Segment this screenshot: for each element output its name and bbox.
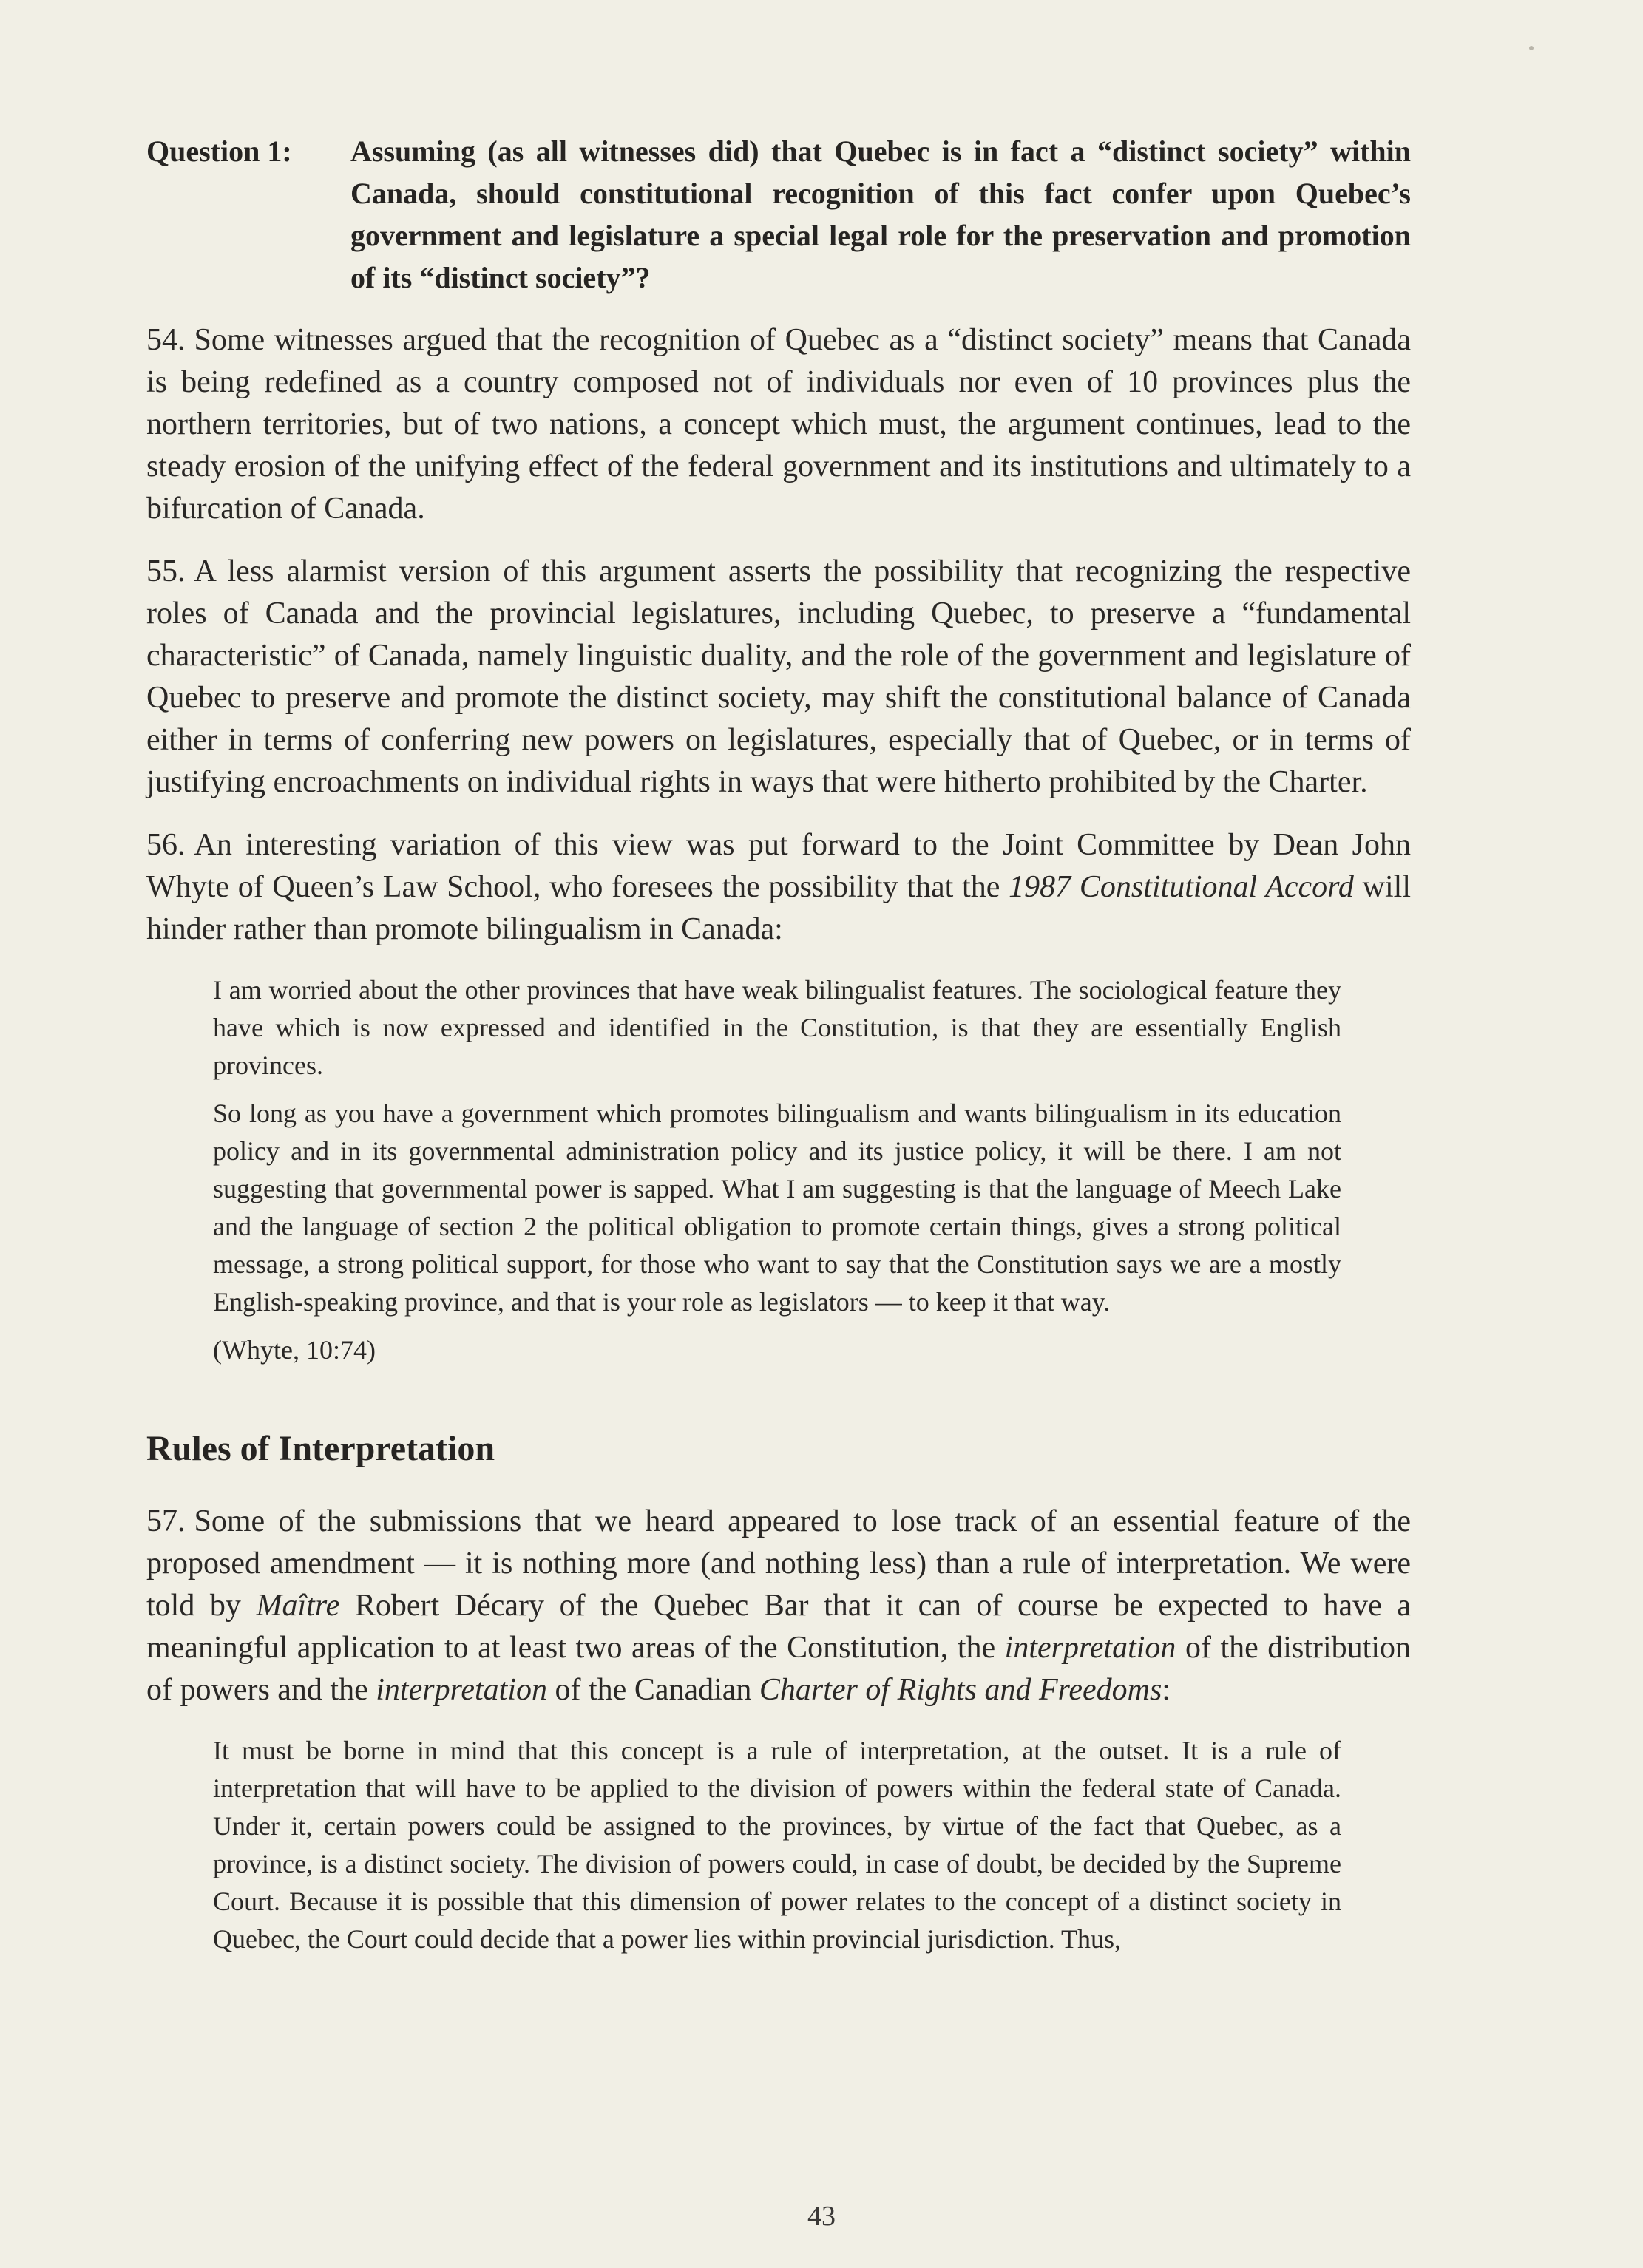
paragraph-text: Some of the submissions that we heard appeared to lose track of an essential feature of the proposed amendment — it is nothing more (and nothing less) than a rule of interpretation. We were told by — [146, 1504, 1411, 1623]
quote-citation: (Whyte, 10:74) — [213, 1335, 376, 1365]
paragraph-56 — [146, 824, 1411, 951]
page-speck — [1529, 46, 1534, 50]
block-quote: It must be borne in mind that this concept is a rule of interpretation, at the outset. It is a rule of interpretation that will have to be applied to the division of powers within the federal state of Canada. Under it, certain powers could be assigned to the provinces, by virtue of the fact that Quebec, as a province, is a distinct society. The division of powers could, in case of doubt, be decided by the Supreme Court. Because it is possible that this dimension of power relates to the concept of a distinct society in Quebec, the Court could decide that a power lies within provincial jurisdiction. Thus, — [213, 1736, 1341, 1954]
paragraph-number: 57. — [146, 1504, 186, 1538]
paragraph-text: Some witnesses argued that the recognition of Quebec as a “distinct society” means that Canada is being redefined as a country composed not of individuals nor even of 10 provinces plus the northern territories, but of two nations, a concept which must, the argument continues, lead to the steady erosion of the unifying effect of the federal government and its institutions and ultimately to a bifurcation of Canada. — [146, 323, 1411, 526]
accord-title: 1987 Constitutional Accord — [1009, 870, 1354, 904]
paragraph-text: : — [1162, 1673, 1171, 1707]
whyte-quote-block — [213, 971, 1341, 1369]
question-text: Assuming (as all witnesses did) that Quebec is in fact a “distinct society” within Canada, should constitutional recognition of this fact confer upon Quebec’s government and legislature a special legal role for the preservation and promotion of its “distinct society”? — [350, 135, 1411, 294]
paragraph-number: 55. — [146, 554, 186, 588]
question-block — [146, 130, 1411, 299]
italic-term: Maître — [256, 1589, 340, 1623]
paragraph-text: of the distribution of powers and the — [146, 1631, 1411, 1707]
block-quote: I am worried about the other provinces that have weak bilingualist features. The sociological feature they have which is now expressed and identified in the Constitution, is that they are essentially English provinces. — [213, 975, 1341, 1080]
question-label: Question 1: — [146, 135, 292, 168]
paragraph-number: 56. — [146, 828, 186, 862]
paragraph-55 — [146, 551, 1411, 804]
italic-term: interpretation — [1004, 1631, 1176, 1665]
paragraph-text: An interesting variation of this view was put forward to the Joint Committee by Dean John Whyte of Queen’s Law School, who foresees the possibility that the — [146, 828, 1411, 904]
paragraph-text: A less alarmist version of this argument asserts the possibility that recognizing the respective roles of Canada and the provincial legislatures, including Quebec, to preserve a “fundamental characteristic” of Canada, namely linguistic duality, and the role of the government and legislature of Quebec to preserve and promote the distinct society, may shift the constitutional balance of Canada either in terms of conferring new powers on legislatures, especially that of Quebec, or in terms of justifying encroachments on individual rights in ways that were hitherto prohibited by the Charter. — [146, 554, 1411, 799]
block-quote: So long as you have a government which promotes bilingualism and wants bilingualism in its education policy and in its governmental administration policy and its justice policy, it will be there. I am not suggesting that governmental power is sapped. What I am suggesting is that the language of Meech Lake and the language of section 2 the political obligation to promote certain things, gives a strong political message, a strong political support, for those who want to say that the Constitution says we are a mostly English-speaking province, and that is your role as legislators — to keep it that way. — [213, 1099, 1341, 1317]
charter-title: Charter of Rights and Freedoms — [759, 1673, 1162, 1707]
paragraph-text: of the Canadian — [547, 1673, 759, 1707]
paragraph-57 — [146, 1501, 1411, 1711]
decary-quote-block — [213, 1732, 1341, 1958]
paragraph-54 — [146, 319, 1411, 530]
text-column — [146, 130, 1411, 1991]
section-heading: Rules of Interpretation — [146, 1429, 495, 1468]
page-number: 43 — [807, 2201, 836, 2232]
italic-term: interpretation — [376, 1673, 548, 1707]
paragraph-number: 54. — [146, 323, 186, 357]
paragraph-text: Robert Décary of the Quebec Bar that it can of course be expected to have a meaningful application to at least two areas of the Constitution, the — [146, 1589, 1412, 1665]
paragraph-text-end: will hinder rather than promote bilingualism in Canada: — [146, 870, 1412, 946]
